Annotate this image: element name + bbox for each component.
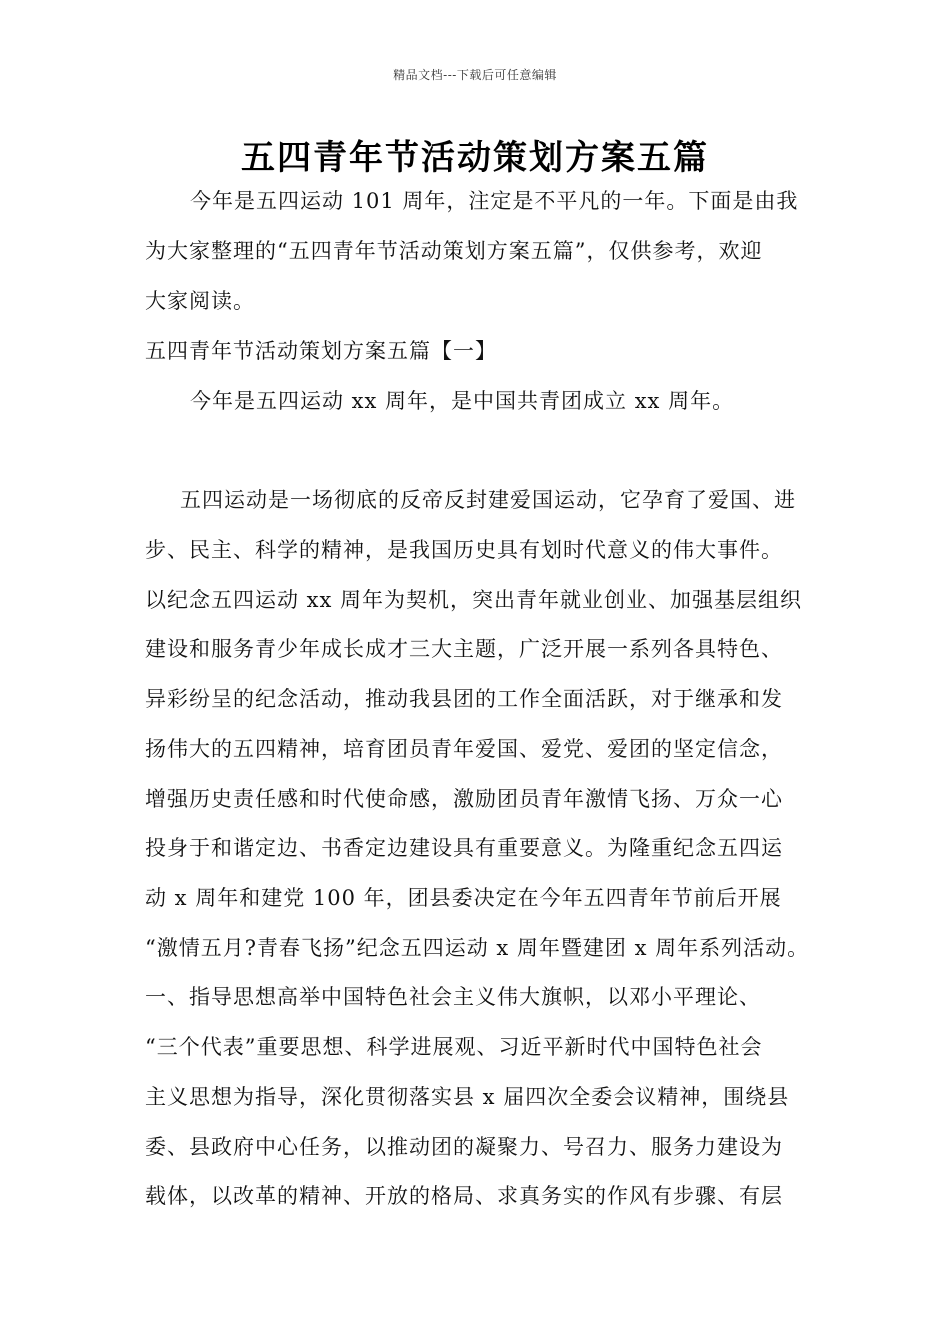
paragraph-line: 大家阅读。 — [145, 289, 255, 313]
paragraph-line: 为大家整理的“五四青年节活动策划方案五篇”，仅供参考，欢迎 — [145, 239, 763, 263]
paragraph-line: 动 x 周年和建党 100 年，团县委决定在今年五四青年节前后开展 — [145, 886, 782, 910]
paragraph-line: 主义思想为指导，深化贯彻落实县 x 届四次全委会议精神，围绕县 — [145, 1085, 790, 1109]
paragraph-line: 五四运动是一场彻底的反帝反封建爱国运动，它孕育了爱国、进 — [180, 488, 796, 512]
paragraph-line: 建设和服务青少年成长成才三大主题，广泛开展一系列各具特色、 — [145, 637, 783, 661]
paragraph-line: 委、县政府中心任务，以推动团的凝聚力、号召力、服务力建设为 — [145, 1135, 783, 1159]
paragraph-line: 增强历史责任感和时代使命感，激励团员青年激情飞扬、万众一心 — [145, 787, 783, 811]
section-heading: 五四青年节活动策划方案五篇【一】 — [145, 339, 497, 363]
document-title: 五四青年节活动策划方案五篇 — [241, 138, 709, 178]
page-header: 精品文档---下载后可任意编辑 — [393, 68, 557, 82]
paragraph-line: “三个代表”重要思想、科学进展观、习近平新时代中国特色社会 — [145, 1035, 763, 1059]
paragraph-line: 今年是五四运动 101 周年，注定是不平凡的一年。下面是由我 — [190, 189, 799, 213]
paragraph-line: “激情五月?青春飞扬”纪念五四运动 x 周年暨建团 x 周年系列活动。 — [145, 936, 810, 960]
paragraph-line: 异彩纷呈的纪念活动，推动我县团的工作全面活跃，对于继承和发 — [145, 687, 783, 711]
paragraph-line: 一、指导思想高举中国特色社会主义伟大旗帜，以邓小平理论、 — [145, 985, 761, 1009]
paragraph-line: 今年是五四运动 xx 周年，是中国共青团成立 xx 周年。 — [190, 389, 735, 413]
paragraph-line: 步、民主、科学的精神，是我国历史具有划时代意义的伟大事件。 — [145, 538, 783, 562]
paragraph-line: 以纪念五四运动 xx 周年为契机，突出青年就业创业、加强基层组织 — [145, 588, 803, 612]
paragraph-line: 投身于和谐定边、书香定边建设具有重要意义。为隆重纪念五四运 — [145, 836, 783, 860]
paragraph-line: 扬伟大的五四精神，培育团员青年爱国、爱党、爱团的坚定信念， — [145, 737, 783, 761]
paragraph-line: 载体，以改革的精神、开放的格局、求真务实的作风有步骤、有层 — [145, 1184, 783, 1208]
